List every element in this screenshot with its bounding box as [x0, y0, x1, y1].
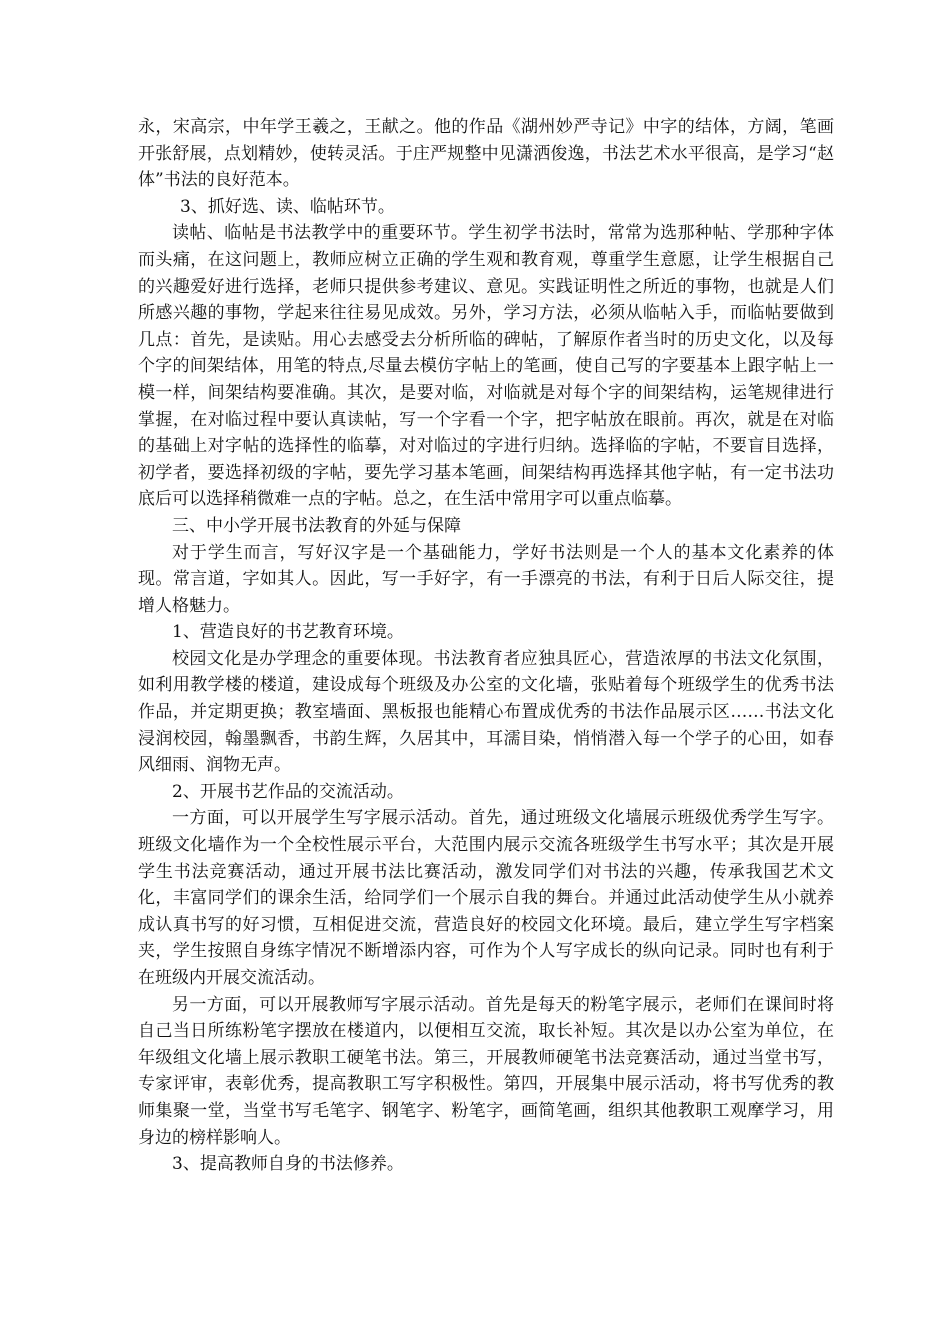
paragraph-environment: 校园文化是办学理念的重要体现。书法教育者应独具匠心，营造浓厚的书法文化氛围，如利用教学楼的楼道，建设成每个班级及办公室的文化墙，张贴着每个班级学生的优秀书法作品，并定期更换；教室墙面、黑板报也能精心布置成优秀的书法作品展示区……书法文化浸润校园，翰墨飘香，书韵生辉，久居其中，耳濡目染，悄悄潜入每一个学子的心田，如春风细雨、润物无声。: [138, 648, 834, 776]
subheading-2-exchange: 2、开展书艺作品的交流活动。: [172, 781, 404, 802]
subheading-1-environment: 1、营造良好的书艺教育环境。: [172, 622, 404, 643]
paragraph-intro: 对于学生而言，写好汉字是一个基础能力，学好书法则是一个人的基本文化素养的体现。常言道，字如其人。因此，写一手好字，有一手漂亮的书法，有利于日后人际交往，提增人格魅力。: [138, 542, 834, 616]
paragraph-copybook: 读帖、临帖是书法教学中的重要环节。学生初学书法时，常常为选那种帖、学那种字体而头痛，在这问题上，教师应树立正确的学生观和教育观，尊重学生意愿，让学生根据自己的兴趣爱好进行选择，老师只提供参考建议、意见。实践证明性之所近的事物，也就是人们所感兴趣的事物，学起来往往易见成效。另外，学习方法，必须从临帖入手，而临帖要做到几点：首先，是读贴。用心去感受去分析所临的碑帖，了解原作者当时的历史文化，以及每个字的间架结体，用笔的特点,尽量去模仿字帖上的笔画，使自己写的字要基本上跟字帖上一模一样，间架结构要准确。其次，是要对临，对临就是对每个字的间架结构，运笔规律进行掌握，在对临过程中要认真读帖，写一个字看一个字，把字帖放在眼前。再次，就是在对临的基础上对字帖的选择性的临摹，对对临过的字进行归纳。选择临的字帖，不要盲目选择，初学者，要选择初级的字帖，要先学习基本笔画，间架结构再选择其他字帖，有一定书法功底后可以选择稍微难一点的字帖。总之，在生活中常用字可以重点临摹。: [138, 223, 834, 510]
paragraph-continued: 永，宋高宗，中年学王羲之，王献之。他的作品《湖州妙严寺记》中字的结体，方阔，笔画开张舒展，点划精妙，使转灵活。于庄严规整中见潇洒俊逸，书法艺术水平很高，是学习“赵体”书法的良好范本。: [138, 117, 834, 191]
subheading-3-copybook: 3、抓好选、读、临帖环节。: [180, 196, 395, 217]
paragraph-students: 一方面，可以开展学生写字展示活动。首先，通过班级文化墙展示班级优秀学生写字。班级文化墙作为一个全校性展示平台，大范围内展示交流各班级学生书写水平；其次是开展学生书法竞赛活动，通过开展书法比赛活动，激发同学们对书法的兴趣，传承我国艺术文化，丰富同学们的课余生活，给同学们一个展示自我的舞台。并通过此活动使学生从小就养成认真书写的好习惯，互相促进交流，营造良好的校园文化环境。最后，建立学生写字档案夹，学生按照自身练字情况不断增添内容，可作为个人写字成长的纵向记录。同时也有利于在班级内开展交流活动。: [138, 808, 834, 988]
paragraph-teachers: 另一方面，可以开展教师写字展示活动。首先是每天的粉笔字展示，老师们在课间时将自己当日所练粉笔字摆放在楼道内，以便相互交流，取长补短。其次是以办公室为单位，在年级组文化墙上展示教职工硬笔书法。第三，开展教师硬笔书法竞赛活动，通过当堂书写，专家评审，表彰优秀，提高教职工写字积极性。第四，开展集中展示活动，将书写优秀的教师集聚一堂，当堂书写毛笔字、钢笔字、粉笔字，画简笔画，组织其他教职工观摩学习，用身边的榜样影响人。: [138, 994, 834, 1148]
section-heading-3: 三、中小学开展书法教育的外延与保障: [172, 515, 461, 536]
document-page: [138, 114, 834, 1178]
subheading-3-teacher-cultivation: 3、提高教师自身的书法修养。: [172, 1154, 404, 1175]
